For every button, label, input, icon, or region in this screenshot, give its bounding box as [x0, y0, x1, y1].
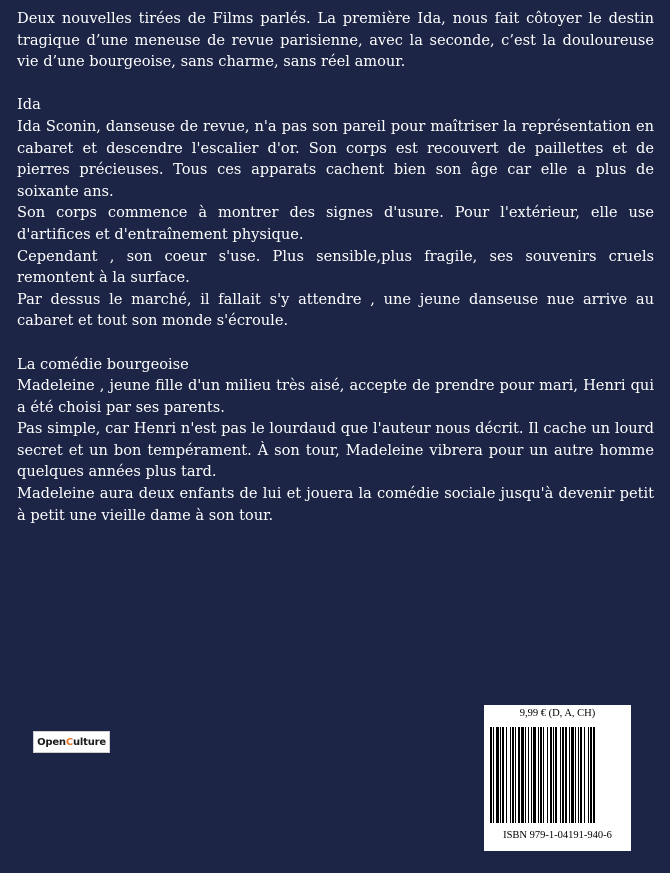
publisher-logo [33, 731, 110, 753]
back-cover-text [17, 8, 654, 526]
barcode-bar [565, 727, 567, 823]
section-title-comedie: La comédie bourgeoise [17, 355, 189, 373]
barcode-bar [490, 727, 492, 823]
barcode-bar [547, 727, 548, 823]
barcode-bar [518, 727, 520, 823]
barcode-bar [493, 727, 494, 823]
barcode-icon [490, 727, 625, 823]
barcode-bar [496, 727, 499, 823]
section-title-ida: Ida [17, 96, 41, 114]
ida-paragraph-3: Cependant , son coeur s'use. Plus sensible,plus fragile, ses souvenirs cruels remontent à la surface. [17, 247, 654, 287]
barcode-bar [562, 727, 564, 823]
logo-c-mark: C [65, 736, 73, 748]
barcode-bar [528, 727, 529, 823]
comedie-paragraph-3: Madeleine aura deux enfants de lui et jouera la comédie sociale jusqu'à devenir petit à petit une vieille dame à son tour. [17, 485, 654, 524]
isbn-label: ISBN 979-1-04191-940-6 [503, 830, 612, 841]
barcode-bar [593, 727, 595, 823]
barcode-bar [560, 727, 561, 823]
spacer [17, 332, 654, 354]
barcode-panel [484, 705, 631, 851]
barcode-bar [588, 727, 589, 823]
barcode-bar [521, 727, 524, 823]
barcode-bar [578, 727, 579, 823]
barcode-bar [533, 727, 536, 823]
barcode-bar [553, 727, 554, 823]
spacer [17, 73, 654, 95]
ida-paragraph-1: Ida Sconin, danseuse de revue, n'a pas son pareil pour maîtriser la représentation en cabaret et descendre l'escalier d'or. Son corps est recouvert de paillettes et de pierres précieuses. Tous ces apparats cachent bien son âge car elle a plus de soixante ans. [17, 117, 654, 200]
barcode-bar [500, 727, 501, 823]
barcode-bar [506, 727, 507, 823]
barcode-bar [515, 727, 516, 823]
barcode-bar [575, 727, 576, 823]
barcode-bar [510, 727, 511, 823]
barcode-bar [543, 727, 544, 823]
ida-paragraph-4: Par dessus le marché, il fallait s'y attendre , une jeune danseuse nue arrive au cabaret et tout son monde s'écroule. [17, 290, 654, 330]
barcode-bar [584, 727, 585, 823]
barcode-bar [512, 727, 514, 823]
barcode-bar [580, 727, 582, 823]
barcode-bar [502, 727, 504, 823]
barcode-bar [531, 727, 532, 823]
barcode-bar [590, 727, 592, 823]
barcode-bar [569, 727, 570, 823]
intro-paragraph: Deux nouvelles tirées de Films parlés. La première Ida, nous fait côtoyer le destin tragique d’une meneuse de revue parisienne, avec la seconde, c’est la douloureuse vie d’une bourgeoise, sans charme, sans réel amour. [17, 10, 654, 71]
barcode-bar [540, 727, 542, 823]
ida-paragraph-2: Son corps commence à montrer des signes d'usure. Pour l'extérieur, elle use d'artifices et d'entraînement physique. [17, 204, 654, 243]
barcode-bar [550, 727, 552, 823]
logo-text-ulture: ulture [72, 736, 106, 748]
barcode-bar [525, 727, 526, 823]
barcode-bar [571, 727, 574, 823]
barcode-bar [538, 727, 539, 823]
barcode-bar [555, 727, 557, 823]
comedie-paragraph-1: Madeleine , jeune fille d'un milieu très aisé, accepte de prendre pour mari, Henri qui a été choisi par ses parents. [17, 377, 654, 416]
comedie-paragraph-2: Pas simple, car Henri n'est pas le lourdaud que l'auteur nous décrit. Il cache un lourd secret et un bon tempérament. À son tour, Madeleine vibrera pour un autre homme quelques années plus tard. [17, 420, 654, 481]
logo-text-open: Open [37, 736, 66, 748]
price-label: 9,99 € (D, A, CH) [519, 708, 596, 719]
